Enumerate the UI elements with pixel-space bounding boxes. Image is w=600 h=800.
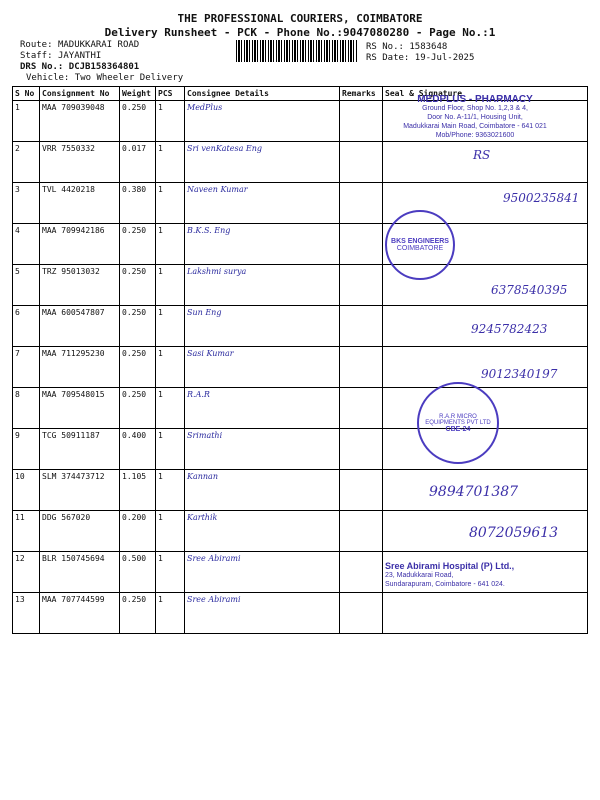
cell-signature xyxy=(383,511,588,552)
cell-remarks xyxy=(340,183,383,224)
table-row xyxy=(13,511,588,552)
table-row xyxy=(13,552,588,593)
cell-consignee: Sun Eng xyxy=(185,306,340,347)
cell-consignment: DDG 567020 xyxy=(40,511,120,552)
table-row xyxy=(13,388,588,429)
cell-signature xyxy=(383,224,588,265)
cell-remarks xyxy=(340,388,383,429)
cell-consignee: Sasi Kumar xyxy=(185,347,340,388)
cell-signature xyxy=(383,552,588,593)
cell-pcs: 1 xyxy=(156,347,185,388)
barcode xyxy=(236,40,358,62)
cell-signature xyxy=(383,94,588,142)
phone-handwritten: 8072059613 xyxy=(469,525,559,541)
cell-consignment: MAA 600547807 xyxy=(40,306,120,347)
cell-pcs: 1 xyxy=(156,224,185,265)
cell-consignment: MAA 709942186 xyxy=(40,224,120,265)
cell-remarks xyxy=(340,142,383,183)
cell-signature xyxy=(383,470,588,511)
cell-signature xyxy=(383,306,588,347)
rs-no-line: RS No.: 1583648 xyxy=(366,42,448,52)
cell-weight: 0.250 xyxy=(120,101,156,142)
cell-pcs: 1 xyxy=(156,306,185,347)
cell-pcs: 1 xyxy=(156,593,185,634)
cell-pcs: 1 xyxy=(156,183,185,224)
cell-signature xyxy=(383,142,588,183)
drs-value: DCJB158364801 xyxy=(68,62,140,72)
rar-round-stamp: R.A.R MICRO EQUIPMENTS PVT LTD CBE-24 xyxy=(417,382,499,464)
runsheet-table xyxy=(12,86,588,634)
route-value: MADUKKARAI ROAD xyxy=(57,40,140,50)
cell-remarks xyxy=(340,224,383,265)
cell-weight: 0.250 xyxy=(120,224,156,265)
cell-consignee: MedPlus xyxy=(185,101,340,142)
col-header-consignee: Consignee Details xyxy=(185,87,340,101)
staff-value: JAYANTHI xyxy=(57,51,102,61)
cell-remarks xyxy=(340,552,383,593)
cell-consignment: TRZ 95013032 xyxy=(40,265,120,306)
col-header-sno: S No xyxy=(13,87,40,101)
route-line: Route: MADUKKARAI ROAD xyxy=(20,40,140,50)
cell-sno: 3 xyxy=(13,183,40,224)
phone-handwritten: 9894701387 xyxy=(429,484,519,500)
cell-consignment: TVL 4420218 xyxy=(40,183,120,224)
cell-sno: 10 xyxy=(13,470,40,511)
cell-sno: 4 xyxy=(13,224,40,265)
cell-remarks xyxy=(340,511,383,552)
bks-round-stamp: BKS ENGINEERS COIMBATORE xyxy=(385,210,455,280)
cell-sno: 6 xyxy=(13,306,40,347)
cell-remarks xyxy=(340,593,383,634)
cell-pcs: 1 xyxy=(156,265,185,306)
cell-consignee: Karthik xyxy=(185,511,340,552)
cell-signature xyxy=(383,593,588,634)
medplus-stamp: MEDPLUS - PHARMACY Ground Floor, Shop No. 1,2,3 & 4, Door No. A-11/1, Housing Unit, Madukkarai Main Road, Coimbatore - 641 021 Mob/Phone: 9363021600 xyxy=(403,94,547,139)
cell-consignment: MAA 711295230 xyxy=(40,347,120,388)
cell-consignment: MAA 707744599 xyxy=(40,593,120,634)
cell-pcs: 1 xyxy=(156,142,185,183)
table-row xyxy=(13,265,588,306)
cell-pcs: 1 xyxy=(156,511,185,552)
col-header-remarks: Remarks xyxy=(340,87,383,101)
cell-sno: 5 xyxy=(13,265,40,306)
phone-handwritten: 6378540395 xyxy=(491,283,568,297)
cell-pcs: 1 xyxy=(156,388,185,429)
col-header-consignment: Consignment No xyxy=(40,87,120,101)
col-header-weight: Weight xyxy=(120,87,156,101)
cell-weight: 0.250 xyxy=(120,388,156,429)
table-row xyxy=(13,183,588,224)
phone-handwritten: 9012340197 xyxy=(481,367,558,381)
cell-consignment: VRR 7550332 xyxy=(40,142,120,183)
col-header-signature: Seal & Signature xyxy=(383,87,588,101)
rs-date-line: RS Date: 19-Jul-2025 xyxy=(366,53,475,63)
cell-remarks xyxy=(340,265,383,306)
vehicle-line: Vehicle: Two Wheeler Delivery xyxy=(26,73,184,83)
cell-signature xyxy=(383,388,588,433)
col-header-pcs: PCS xyxy=(156,87,185,101)
cell-pcs: 1 xyxy=(156,552,185,593)
cell-weight: 0.250 xyxy=(120,265,156,306)
cell-remarks xyxy=(340,101,383,142)
phone-handwritten: 9245782423 xyxy=(471,322,548,336)
cell-sno: 8 xyxy=(13,388,40,429)
cell-sno: 1 xyxy=(13,101,40,142)
cell-remarks xyxy=(340,306,383,347)
table-row xyxy=(13,347,588,388)
cell-sno: 12 xyxy=(13,552,40,593)
cell-pcs: 1 xyxy=(156,429,185,470)
cell-weight: 0.250 xyxy=(120,347,156,388)
cell-signature xyxy=(383,265,588,306)
cell-remarks xyxy=(340,429,383,470)
cell-consignment: MAA 709039048 xyxy=(40,101,120,142)
cell-sno: 7 xyxy=(13,347,40,388)
table-row xyxy=(13,306,588,347)
drs-line: DRS No.: DCJB158364801 xyxy=(20,62,140,72)
cell-consignee: Naveen Kumar xyxy=(185,183,340,224)
table-row xyxy=(13,429,588,470)
cell-weight: 1.105 xyxy=(120,470,156,511)
cell-consignment: TCG 50911187 xyxy=(40,429,120,470)
runsheet-subtitle: Delivery Runsheet - PCK - Phone No.:9047080280 - Page No.:1 xyxy=(104,26,496,39)
rs-date-value: 19-Jul-2025 xyxy=(414,53,475,63)
cell-weight: 0.200 xyxy=(120,511,156,552)
cell-consignee: R.A.R xyxy=(185,388,340,429)
cell-consignee: Srimathi xyxy=(185,429,340,470)
table-row xyxy=(13,101,588,142)
signature-mark: RS xyxy=(473,148,491,162)
table-row xyxy=(13,470,588,511)
cell-consignee: B.K.S. Eng xyxy=(185,224,340,265)
table-row xyxy=(13,593,588,634)
cell-consignee: Sree Abirami xyxy=(185,552,340,593)
company-title: THE PROFESSIONAL COURIERS, COIMBATORE xyxy=(177,12,423,25)
cell-consignee: Kannan xyxy=(185,470,340,511)
cell-sno: 9 xyxy=(13,429,40,470)
cell-signature xyxy=(383,429,588,470)
vehicle-value: Two Wheeler Delivery xyxy=(74,73,184,83)
table-row xyxy=(13,224,588,265)
cell-remarks xyxy=(340,470,383,511)
cell-sno: 11 xyxy=(13,511,40,552)
cell-signature xyxy=(383,347,588,388)
cell-consignment: BLR 150745694 xyxy=(40,552,120,593)
cell-weight: 0.400 xyxy=(120,429,156,470)
cell-consignment: MAA 709548015 xyxy=(40,388,120,429)
cell-pcs: 1 xyxy=(156,470,185,511)
cell-consignee: Sri venKatesa Eng xyxy=(185,142,340,183)
cell-consignee: Lakshmi surya xyxy=(185,265,340,306)
cell-consignee: Sree Abirami xyxy=(185,593,340,634)
cell-sno: 13 xyxy=(13,593,40,634)
staff-line: Staff: JAYANTHI xyxy=(20,51,102,61)
cell-weight: 0.017 xyxy=(120,142,156,183)
cell-weight: 0.500 xyxy=(120,552,156,593)
cell-sno: 2 xyxy=(13,142,40,183)
cell-weight: 0.250 xyxy=(120,593,156,634)
cell-weight: 0.380 xyxy=(120,183,156,224)
cell-weight: 0.250 xyxy=(120,306,156,347)
rs-no-value: 1583648 xyxy=(409,42,448,52)
cell-consignment: SLM 374473712 xyxy=(40,470,120,511)
table-row xyxy=(13,142,588,183)
cell-remarks xyxy=(340,347,383,388)
phone-handwritten: 9500235841 xyxy=(503,191,580,205)
abirami-hospital-stamp: Sree Abirami Hospital (P) Ltd., 23, Madukkarai Road, Sundarapuram, Coimbatore - 641 024. xyxy=(385,561,515,588)
cell-pcs: 1 xyxy=(156,101,185,142)
